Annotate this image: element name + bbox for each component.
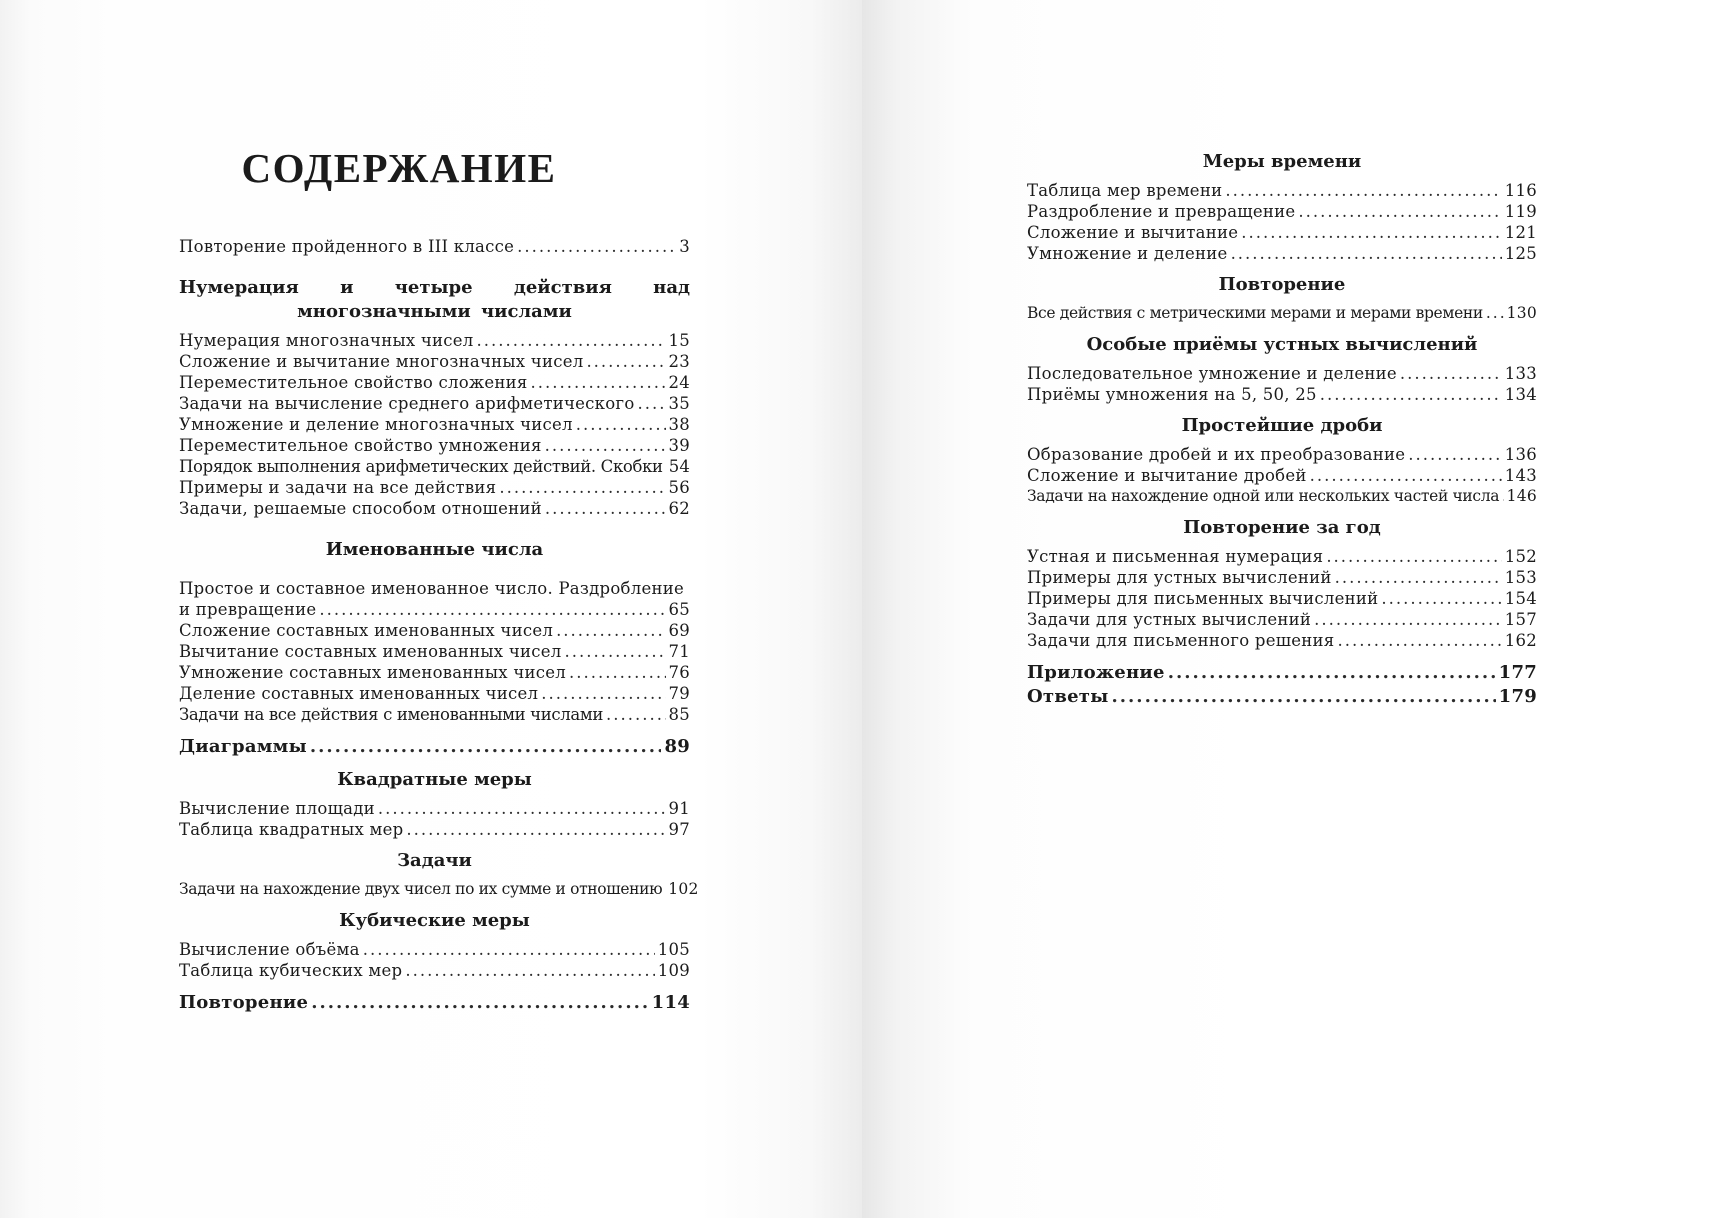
toc-page-number: 177	[1498, 662, 1537, 683]
toc-page-number: 97	[668, 820, 690, 839]
toc-page-number: 152	[1504, 547, 1537, 566]
toc-page-number: 79	[668, 684, 690, 703]
toc-page-number: 154	[1504, 589, 1537, 608]
leader-dots	[545, 435, 666, 456]
toc-entry	[179, 960, 690, 981]
toc-entry-multiline-line1: Простое и составное именованное число. Раздробление	[179, 579, 684, 598]
toc-entry-label: Переместительное свойство сложения	[179, 373, 528, 392]
toc-page-number: 15	[668, 331, 690, 350]
toc-entry-label: Задачи на нахождение одной или нескольких частей числа	[1027, 487, 1500, 505]
toc-entry	[1027, 243, 1537, 264]
toc-entry-label: Сложение и вычитание многозначных чисел	[179, 352, 584, 371]
leader-dots	[576, 414, 666, 435]
leader-dots	[586, 351, 665, 372]
toc-entry	[1027, 201, 1537, 222]
toc-entry-label: Устная и письменная нумерация	[1027, 547, 1324, 566]
leader-dots	[545, 498, 666, 519]
leader-dots	[405, 960, 654, 981]
toc-entry-label: Раздробление и превращение	[1027, 202, 1296, 221]
toc-page-number: 143	[1504, 466, 1537, 485]
toc-entry	[1027, 180, 1537, 201]
leader-dots	[1314, 609, 1502, 630]
leader-dots	[499, 477, 665, 498]
toc-entry-label: Повторение	[179, 992, 309, 1013]
toc-page-number: 54	[668, 457, 691, 476]
toc-entry	[179, 456, 690, 477]
toc-page-number: 105	[657, 940, 690, 959]
toc-page-number: 136	[1504, 445, 1537, 464]
section-heading-year-review: Повторение за год	[1183, 517, 1381, 538]
leader-dots	[406, 819, 665, 840]
toc-page-number: 162	[1504, 631, 1537, 650]
toc-page-number: 89	[664, 736, 690, 757]
toc-entry	[1027, 609, 1537, 630]
leader-dots	[1168, 661, 1496, 685]
leader-dots	[1326, 546, 1501, 567]
toc-page-number: 134	[1504, 385, 1537, 404]
toc-entry	[179, 351, 690, 372]
section-heading-named-numbers: Именованные числа	[325, 539, 544, 560]
section-heading-simple-fractions: Простейшие дроби	[1181, 415, 1383, 436]
toc-entry-label: Вычитание составных именованных чисел	[179, 642, 562, 661]
toc-page-number: 3	[679, 237, 690, 256]
toc-page-number: 119	[1504, 202, 1537, 221]
toc-entry	[179, 641, 690, 662]
toc-entry	[1027, 222, 1537, 243]
leader-dots	[1241, 222, 1501, 243]
toc-entry-label: Все действия с метрическими мерами и мерами времени	[1027, 304, 1483, 322]
leader-dots	[556, 620, 665, 641]
toc-entry	[179, 435, 690, 456]
toc-page-number: 125	[1504, 244, 1537, 263]
leader-dots	[363, 939, 655, 960]
toc-page-number: 133	[1504, 364, 1537, 383]
leader-dots	[1310, 465, 1502, 486]
toc-entry	[1027, 567, 1537, 588]
toc-entry	[179, 330, 690, 351]
toc-page-number: 102	[668, 880, 699, 898]
leader-dots	[1335, 567, 1502, 588]
toc-entry-label: Сложение составных именованных чисел	[179, 621, 554, 640]
toc-entry	[179, 498, 690, 519]
toc-entry-label: Таблица кубических мер	[179, 961, 403, 980]
toc-entry	[1027, 384, 1537, 405]
toc-entry	[1027, 444, 1537, 465]
leader-dots	[1400, 363, 1502, 384]
toc-entry	[1027, 303, 1537, 324]
toc-page-number: 85	[668, 705, 690, 724]
leader-dots	[1486, 303, 1504, 324]
toc-entry	[1027, 630, 1537, 651]
leader-dots	[310, 735, 662, 759]
leader-dots	[606, 704, 665, 725]
leader-dots	[638, 393, 666, 414]
leader-dots	[319, 599, 665, 620]
toc-entry-label: Приложение	[1027, 662, 1165, 683]
toc-page-number: 179	[1498, 686, 1537, 707]
toc-page-number: 130	[1506, 304, 1537, 322]
toc-entry-label: Ответы	[1027, 686, 1109, 707]
toc-entry-label: Переместительное свойство умножения	[179, 436, 542, 455]
section-heading-mental-methods: Особые приёмы устных вычислений	[1086, 334, 1478, 355]
toc-entry-label: Задачи на нахождение двух чисел по их сумме и отношению	[179, 880, 663, 898]
toc-entry-label: Приёмы умножения на 5, 50, 25	[1027, 385, 1317, 404]
leader-dots	[1225, 180, 1501, 201]
toc-page-number: 56	[668, 478, 690, 497]
right-toc-column	[1027, 150, 1537, 709]
toc-entry-label: Порядок выполнения арифметических действий. Скобки	[179, 457, 663, 476]
toc-page-number: 65	[668, 600, 690, 619]
toc-page-number: 24	[668, 373, 690, 392]
toc-entry	[179, 879, 699, 900]
toc-entry	[179, 477, 690, 498]
left-toc-column	[179, 140, 699, 1015]
toc-entry-label: Диаграммы	[179, 736, 307, 757]
leader-dots	[1381, 588, 1501, 609]
toc-entry-label: Последовательное умножение и деление	[1027, 364, 1397, 383]
leader-dots	[311, 991, 648, 1015]
toc-entry-label: Деление составных именованных чисел	[179, 684, 539, 703]
leader-dots	[1320, 384, 1502, 405]
toc-page-number: 39	[668, 436, 690, 455]
toc-page-number: 38	[668, 415, 690, 434]
toc-entry	[179, 662, 690, 683]
toc-entry-label: Умножение составных именованных чисел	[179, 663, 566, 682]
toc-entry-label: Таблица мер времени	[1027, 181, 1223, 200]
toc-page-number: 146	[1506, 487, 1537, 505]
toc-entry	[179, 939, 690, 960]
toc-entry-label: Сложение и вычитание дробей	[1027, 466, 1307, 485]
toc-page-number: 153	[1504, 568, 1537, 587]
toc-entry-label: Задачи, решаемые способом отношений	[179, 499, 542, 518]
toc-entry-review	[179, 991, 690, 1015]
toc-entry-multiline-line2	[179, 599, 690, 620]
toc-entry-label: Образование дробей и их преобразование	[1027, 445, 1406, 464]
toc-page-number: 35	[668, 394, 690, 413]
leader-dots	[1337, 630, 1501, 651]
leader-dots	[477, 330, 666, 351]
toc-entry-label: Сложение и вычитание	[1027, 223, 1239, 242]
toc-entry	[179, 704, 690, 725]
toc-entry-label: и превращение	[179, 600, 317, 619]
toc-page-number: 76	[668, 663, 690, 682]
toc-page-number: 62	[668, 499, 690, 518]
toc-entry-label: Задачи для письменного решения	[1027, 631, 1335, 650]
toc-entry-appendix	[1027, 661, 1537, 685]
toc-entry-label: Вычисление объёма	[179, 940, 360, 959]
toc-entry-label: Умножение и деление многозначных чисел	[179, 415, 573, 434]
toc-entry	[179, 683, 690, 704]
leader-dots	[564, 641, 665, 662]
leader-dots	[378, 798, 666, 819]
toc-entry	[1027, 363, 1537, 384]
section-heading-problems: Задачи	[397, 850, 472, 871]
toc-entry-label: Задачи на все действия с именованными числами	[179, 705, 604, 724]
leader-dots	[1298, 201, 1501, 222]
section-heading-numeration: Нумерация и четыре действия над многозначными числами	[179, 277, 690, 322]
section-heading-time-measures: Меры времени	[1202, 151, 1362, 172]
toc-page-number: 114	[651, 992, 690, 1013]
leader-dots	[1112, 685, 1496, 709]
toc-entry-label: Примеры и задачи на все действия	[179, 478, 497, 497]
leader-dots	[1231, 243, 1502, 264]
leader-dots	[541, 683, 665, 704]
toc-entry	[1027, 486, 1537, 507]
toc-entry-label: Задачи на вычисление среднего арифметического	[179, 394, 635, 413]
toc-entry	[179, 819, 690, 840]
toc-entry-label: Умножение и деление	[1027, 244, 1228, 263]
toc-page-number: 23	[668, 352, 690, 371]
leader-dots	[1408, 444, 1502, 465]
toc-entry-label: Таблица квадратных мер	[179, 820, 404, 839]
toc-entry	[1027, 588, 1537, 609]
toc-entry	[179, 620, 690, 641]
toc-page-number: 157	[1504, 610, 1537, 629]
leader-dots	[517, 236, 676, 257]
toc-entry-answers	[1027, 685, 1537, 709]
toc-entry-label: Нумерация многозначных чисел	[179, 331, 474, 350]
leader-dots	[531, 372, 666, 393]
toc-entry-label: Примеры для письменных вычислений	[1027, 589, 1379, 608]
toc-entry	[1027, 465, 1537, 486]
toc-entry	[179, 798, 690, 819]
toc-entry-diagrams	[179, 735, 690, 759]
toc-entry	[179, 393, 690, 414]
toc-page-number: 116	[1504, 181, 1537, 200]
toc-entry-label: Примеры для устных вычислений	[1027, 568, 1332, 587]
toc-entry-label: Вычисление площади	[179, 799, 375, 818]
toc-entry-label: Повторение пройденного в III классе	[179, 237, 515, 256]
section-heading-cubic-measures: Кубические меры	[339, 910, 530, 931]
toc-entry-intro	[179, 236, 690, 257]
leader-dots	[569, 662, 666, 683]
toc-entry-label: Задачи для устных вычислений	[1027, 610, 1312, 629]
leader-dots	[1502, 486, 1504, 507]
toc-page-number: 69	[668, 621, 690, 640]
section-heading-square-measures: Квадратные меры	[337, 769, 532, 790]
toc-page-number: 121	[1504, 223, 1537, 242]
page-title: СОДЕРЖАНИЕ	[241, 145, 557, 191]
section-heading-review: Повторение	[1218, 274, 1346, 295]
toc-page-number: 71	[668, 642, 690, 661]
toc-entry	[179, 414, 690, 435]
toc-page-number: 109	[657, 961, 690, 980]
toc-entry	[179, 372, 690, 393]
toc-page-number: 91	[668, 799, 690, 818]
toc-entry	[1027, 546, 1537, 567]
